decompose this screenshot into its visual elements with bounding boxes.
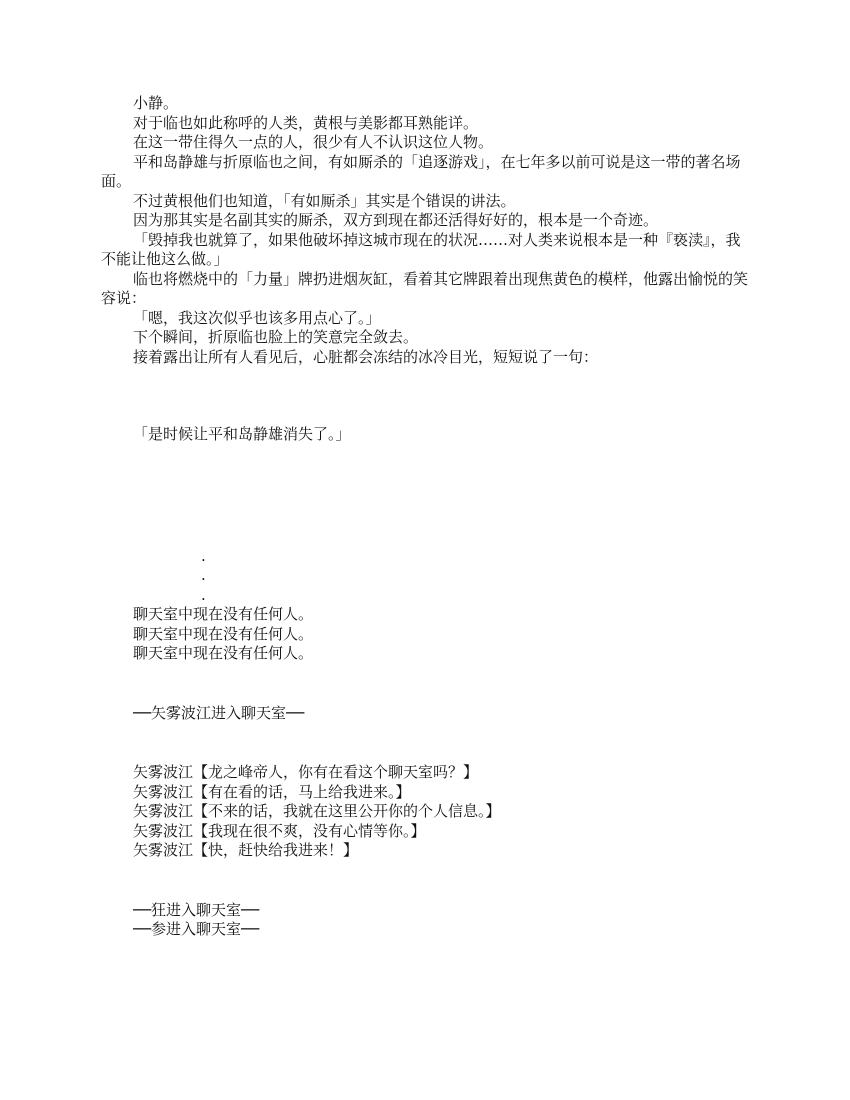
document-body: [101, 94, 751, 940]
paragraph: 小静。: [133, 94, 179, 112]
chat-message: 矢雾波江【快，赶快给我进来！】: [133, 841, 359, 859]
spacer: [101, 367, 751, 425]
paragraph: 平和岛静雄与折原临也之间，有如厮杀的「追逐游戏」，在七年多以前可说是这一带的著名场面。: [101, 152, 741, 190]
paragraph: 临也将燃烧中的「力量」牌扔进烟灰缸，看着其它牌跟着出现焦黄色的模样，他露出愉悦的笑容说：: [101, 269, 749, 307]
spacer: [101, 664, 751, 704]
spacer: [101, 445, 751, 547]
chat-message: 矢雾波江【龙之峰帝人，你有在看这个聊天室吗？】: [133, 763, 479, 781]
chat-message: 矢雾波江【不来的话，我就在这里公开你的个人信息。】: [133, 802, 501, 820]
paragraph: 下个瞬间，折原临也脸上的笑意完全敛去。: [133, 328, 419, 346]
paragraph: 对于临也如此称呼的人类，黄根与美影都耳熟能详。: [133, 113, 479, 132]
paragraph: 在这一带住得久一点的人，很少有人不认识这位人物。: [133, 133, 494, 151]
paragraph: 「毁掉我也就算了，如果他破坏掉这城市现在的状况……对人类来说根本是一种『亵渎』，我不能让他这么做。」: [101, 230, 741, 268]
ellipsis-dot: .: [201, 546, 206, 565]
paragraph: 因为那其实是名副其实的厮杀，双方到现在都还活得好好的，根本是一个奇迹。: [133, 211, 659, 229]
ellipsis-dot: .: [201, 585, 206, 604]
chat-enter-notice: ──狂进入聊天室──: [133, 900, 260, 919]
quote-line: 「是时候让平和岛静雄消失了。」: [133, 425, 351, 443]
chat-message: 矢雾波江【有在看的话，马上给我进来。】: [133, 782, 411, 801]
chat-enter-notice: ──矢雾波江进入聊天室──: [133, 703, 305, 722]
paragraph: 不过黄根他们也知道，「有如厮杀」其实是个错误的讲法。: [133, 191, 516, 210]
spacer: [101, 861, 751, 901]
chat-empty-line: 聊天室中现在没有任何人。: [133, 605, 314, 623]
chat-empty-line: 聊天室中现在没有任何人。: [133, 624, 314, 643]
chat-empty-line: 聊天室中现在没有任何人。: [133, 644, 314, 662]
chat-message: 矢雾波江【我现在很不爽，没有心情等你。】: [133, 821, 426, 840]
paragraph: 「嗯，我这次似乎也该多用点心了。」: [133, 308, 381, 327]
paragraph: 接着露出让所有人看见后，心脏都会冻结的冰冷目光，短短说了一句：: [133, 347, 599, 366]
ellipsis-dot: .: [201, 566, 206, 584]
chat-enter-notice: ──参进入聊天室──: [133, 920, 260, 938]
spacer: [101, 723, 751, 763]
